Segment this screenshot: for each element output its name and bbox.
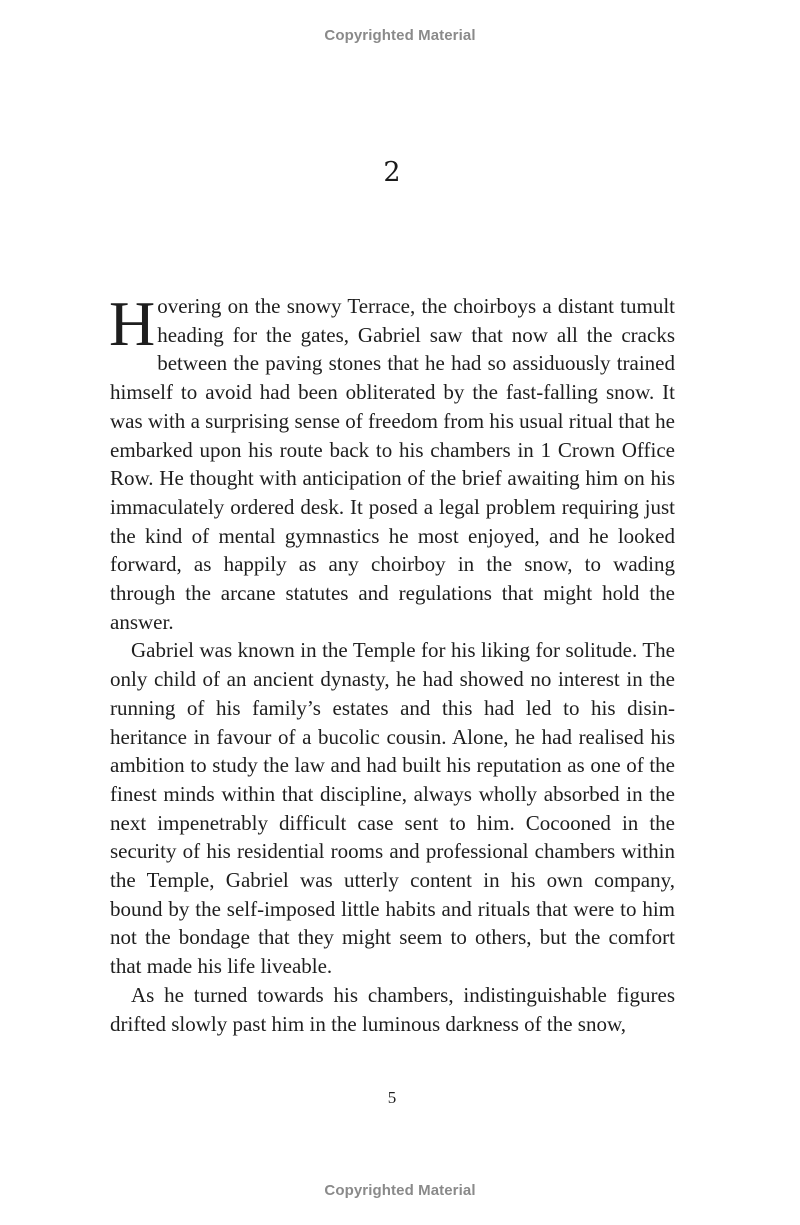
paragraph-1: [109, 288, 675, 636]
page-number: 5: [387, 1088, 397, 1107]
copyright-watermark-bottom: Copyrighted Material: [324, 1182, 476, 1199]
body-text: [109, 288, 675, 1038]
paragraph-1-text: overing on the snowy Terrace, the choirboys a distant tumult heading for the gates, Gabriel saw that now all the cracks between the paving stones that he had so assiduously trained himself to avoid had been obliterated by the fast-falling snow. It was with a surprising sense of freedom from his usual ritual that he embarked upon his route back to his chambers in 1 Crown Office Row. He thought with anticipation of the brief awaiting him on his immaculately ordered desk. It posed a legal problem requiring just the kind of mental gymnastics he most enjoyed, and he looked forward, as happily as any choirboy in the snow, to wading through the arcane statutes and regulations that might hold the answer.: [110, 294, 675, 634]
paragraph-3: As he turned towards his chambers, indistinguishable figures drifted slowly past him in the luminous darkness of the snow,: [110, 982, 675, 1036]
chapter-number: 2: [383, 157, 401, 188]
copyright-watermark-top: Copyrighted Material: [324, 27, 476, 44]
drop-cap: H: [109, 288, 156, 359]
paragraph-2: Gabriel was known in the Temple for his liking for solitude. The only child of an ancient dynasty, he had showed no interest in the running of his family’s estates and this had led to his disinheritance in favour of a bucolic cousin. Alone, he had realised his ambition to study the law and had built his reputation as one of the finest minds within that discipline, always wholly absorbed in the next impenetrably difficult case sent to him. Cocooned in the security of his residential rooms and professional chambers within the Temple, Gabriel was utterly content in his own company, bound by the self-imposed little habits and rituals that were to him not the bondage that they might seem to others, but the comfort that made his life liveable.: [110, 638, 675, 979]
